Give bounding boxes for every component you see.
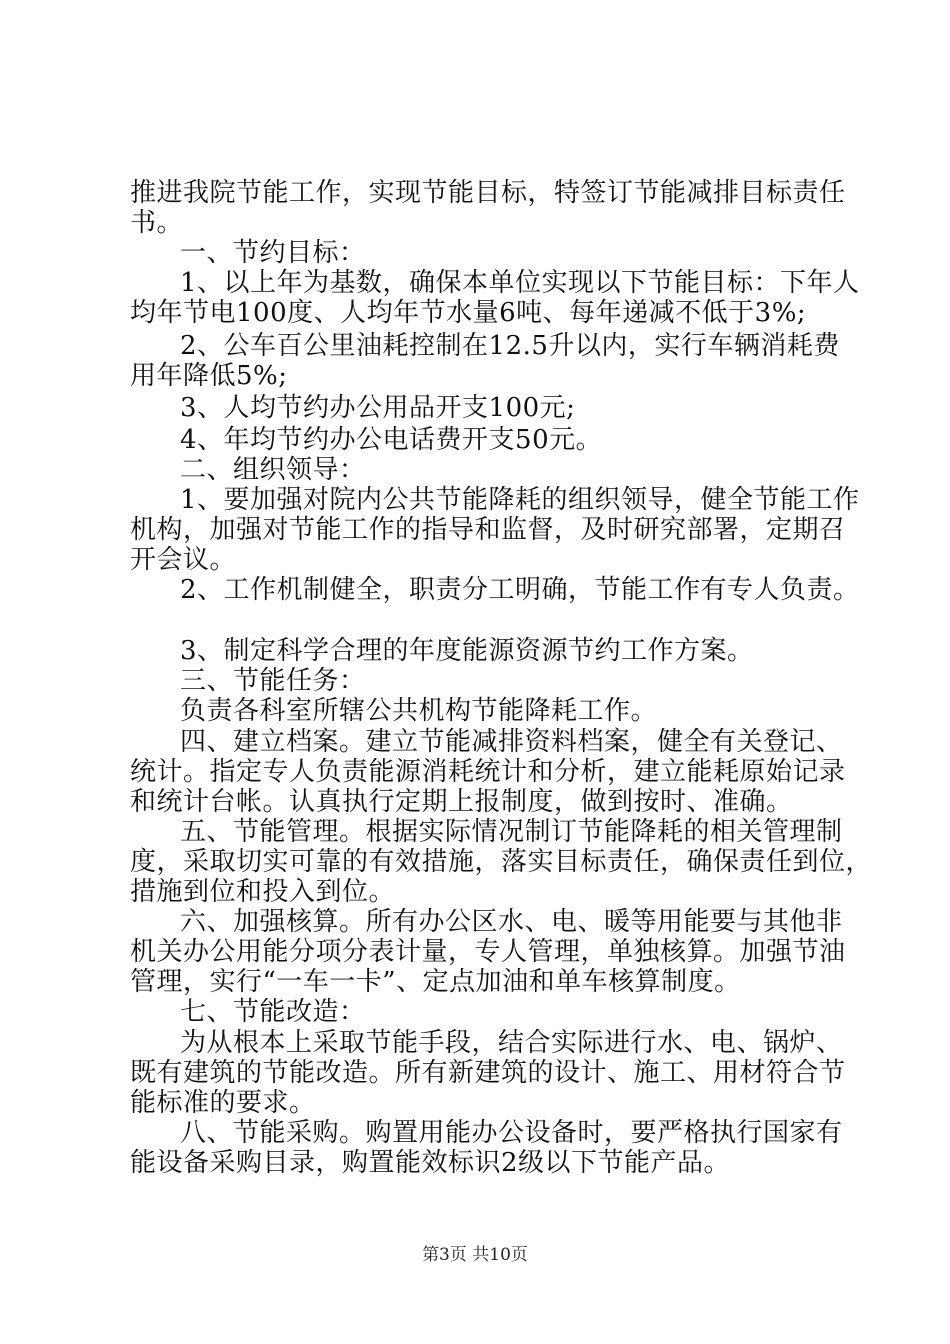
body-line: 措施到位和投入到位。 <box>130 877 396 907</box>
body-line: 机构，加强对节能工作的指导和监督，及时研究部署，定期召 <box>130 515 846 545</box>
body-line: 书。 <box>130 208 184 238</box>
section-heading: 七、节能改造： <box>180 997 366 1027</box>
body-line: 1、以上年为基数，确保本单位实现以下节能目标：下年人 <box>180 268 860 298</box>
body-line: 既有建筑的节能改造。所有新建筑的设计、施工、用材符合节 <box>130 1058 846 1088</box>
body-line: 四、建立档案。建立节能减排资料档案，健全有关登记、 <box>180 727 843 757</box>
body-line: 用年降低5%; <box>130 361 288 391</box>
body-line: 4、年均节约办公电话费开支50元。 <box>180 425 603 455</box>
body-line: 度，采取切实可靠的有效措施，落实目标责任，确保责任到位， <box>130 847 873 877</box>
section-heading: 二、组织领导： <box>180 455 366 485</box>
body-line: 为从根本上采取节能手段，结合实际进行水、电、锅炉、 <box>180 1028 843 1058</box>
body-line: 3、人均节约办公用品开支100元; <box>180 393 576 423</box>
page-number: 第3页 共10页 <box>422 1245 528 1265</box>
body-line: 3、制定科学合理的年度能源资源节约工作方案。 <box>180 636 754 666</box>
body-line: 和统计台帐。认真执行定期上报制度，做到按时、准确。 <box>130 787 793 817</box>
body-line: 能设备采购目录，购置能效标识2级以下节能产品。 <box>130 1148 731 1178</box>
body-line: 六、加强核算。所有办公区水、电、暖等用能要与其他非 <box>180 907 843 937</box>
body-line: 推进我院节能工作，实现节能目标，特签订节能减排目标责任 <box>130 178 846 208</box>
body-line: 五、节能管理。根据实际情况制订节能降耗的相关管理制 <box>180 817 843 847</box>
body-line: 八、节能采购。购置用能办公设备时，要严格执行国家有 <box>180 1118 843 1148</box>
body-line: 2、工作机制健全，职责分工明确，节能工作有专人负责。 <box>180 575 860 605</box>
body-line: 管理，实行“一车一卡”、定点加油和单车核算制度。 <box>130 967 741 997</box>
body-line: 机关办公用能分项分表计量，专人管理，单独核算。加强节油 <box>130 937 846 967</box>
body-line: 开会议。 <box>130 545 237 575</box>
section-heading: 三、节能任务： <box>180 666 366 696</box>
body-line: 1、要加强对院内公共节能降耗的组织领导，健全节能工作 <box>180 485 860 515</box>
body-line: 统计。指定专人负责能源消耗统计和分析，建立能耗原始记录 <box>130 757 846 787</box>
body-line: 均年节电100度、人均年节水量6吨、每年递减不低于3%; <box>130 298 807 328</box>
body-line: 负责各科室所辖公共机构节能降耗工作。 <box>180 696 658 726</box>
section-heading: 一、节约目标： <box>180 238 366 268</box>
body-line: 能标准的要求。 <box>130 1088 316 1118</box>
body-line: 2、公车百公里油耗控制在12.5升以内，实行车辆消耗费 <box>180 331 840 361</box>
